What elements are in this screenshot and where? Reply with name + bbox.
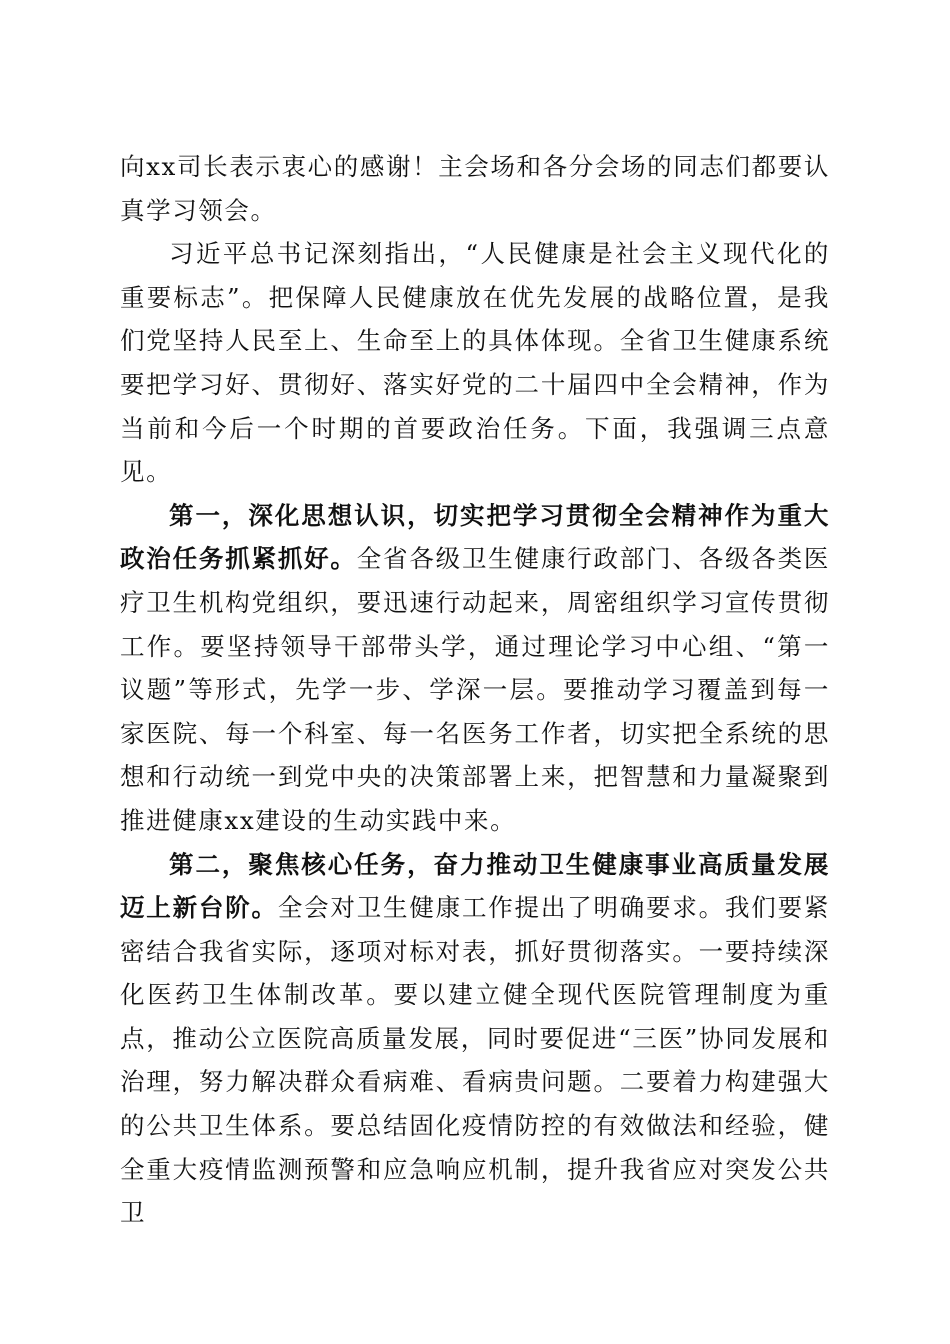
paragraph-importance bbox=[120, 232, 830, 494]
paragraph-text: 向xx司长表示衷心的感谢！主会场和各分会场的同志们都要认真学习领会。 bbox=[120, 152, 830, 225]
document-body bbox=[120, 145, 830, 1235]
paragraph-point-two bbox=[120, 843, 830, 1235]
paragraph-continuation bbox=[120, 145, 830, 232]
paragraph-lead: 第一，深化思想认识，切实把学习贯彻全会精神作为重大政治任务抓紧抓好。 bbox=[120, 500, 830, 574]
paragraph-point-one bbox=[120, 494, 830, 843]
paragraph-text: 全会对卫生健康工作提出了明确要求。我们要紧密结合我省实际，逐项对标对表，抓好贯彻落实。一要持续深化医药卫生体制改革。要以建立健全现代医院管理制度为重点，推动公立医院高质量发展，同时要促进“三医”协同发展和治理，努力解决群众看病难、看病贵问题。二要着力构建强大的公共卫生体系。要总结固化疫情防控的有效做法和经验，健全重大疫情监测预警和应急响应机制，提升我省应对突发公共卫 bbox=[120, 893, 830, 1228]
paragraph-text: 习近平总书记深刻指出，“人民健康是社会主义现代化的重要标志”。把保障人民健康放在优先发展的战略位置，是我们党坚持人民至上、生命至上的具体体现。全省卫生健康系统要把学习好、贯彻好、落实好党的二十届四中全会精神，作为当前和今后一个时期的首要政治任务。下面，我强调三点意见。 bbox=[120, 239, 830, 487]
paragraph-lead: 第二，聚焦核心任务，奋力推动卫生健康事业高质量发展迈上新台阶。 bbox=[120, 849, 830, 923]
paragraph-text: 全省各级卫生健康行政部门、各级各类医疗卫生机构党组织，要迅速行动起来，周密组织学习宣传贯彻工作。要坚持领导干部带头学，通过理论学习中心组、“第一议题”等形式，先学一步、学深一层。要推动学习覆盖到每一家医院、每一个科室、每一名医务工作者，切实把全系统的思想和行动统一到党中央的决策部署上来，把智慧和力量凝聚到推进健康xx建设的生动实践中来。 bbox=[120, 544, 830, 835]
